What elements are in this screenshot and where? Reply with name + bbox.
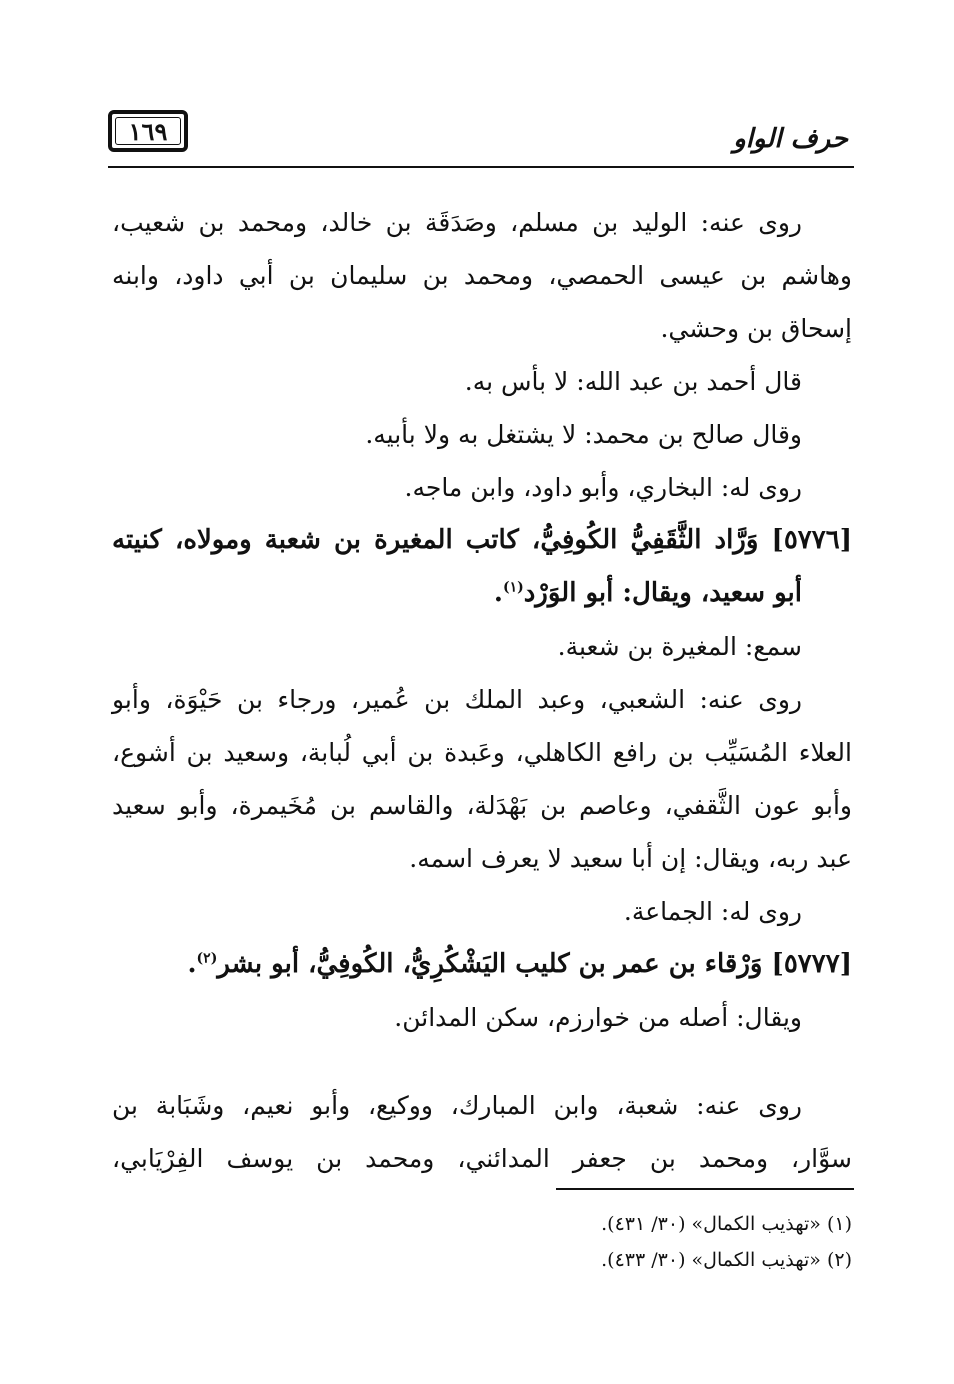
footnote-rule bbox=[556, 1188, 854, 1190]
text-line: قال أحمد بن عبد الله: لا بأس به. bbox=[464, 367, 802, 396]
text-line: العلاء المُسَيِّب بن رافع الكاهلي، وعَبدة بن أبي لُبابة، وسعيد بن أشوع، bbox=[112, 738, 852, 767]
text-line: وأبو عون الثَّقفي، وعاصم بن بَهْدَلة، والقاسم بن مُخَيمرة، وأبو سعيد bbox=[112, 791, 852, 820]
entry-heading-5777 bbox=[112, 938, 852, 991]
footnote: (١) «تهذيب الكمال» (٣٠/ ٤٣١). bbox=[601, 1213, 852, 1235]
entry-heading-text: [٥٧٧٧] وَرْقاء بن عمر بن كليب اليَشْكُرِيُّ، الكُوفِيُّ، أبو بشر bbox=[217, 949, 852, 979]
page-number-frame bbox=[115, 117, 181, 145]
footnote-marker: (١) bbox=[502, 579, 524, 596]
page-number: ١٦٩ bbox=[128, 116, 168, 146]
text-line: عبد ربه، ويقال: إن أبا سعيد لا يعرف اسمه. bbox=[409, 844, 852, 873]
text-line: سوَّار، ومحمد بن جعفر المدائني، ومحمد بن يوسف الفِرْيَابي، bbox=[112, 1144, 852, 1173]
entry-heading-text: أبو سعيد، ويقال: أبو الوَرْد bbox=[523, 578, 802, 608]
text-line: وقال صالح بن محمد: لا يشتغل به ولا بأبيه. bbox=[365, 420, 802, 449]
page-number-box bbox=[108, 110, 188, 152]
footnote: (٢) «تهذيب الكمال» (٣٠/ ٤٣٣). bbox=[601, 1249, 852, 1271]
running-title: حرف الواو bbox=[733, 124, 848, 154]
text-line: ويقال: أصله من خوارزم، سكن المدائن. bbox=[394, 1003, 802, 1032]
text-line: روى عنه: الوليد بن مسلم، وصَدَقَة بن خالد، ومحمد بن شعيب، bbox=[112, 208, 802, 237]
paragraph-gap bbox=[112, 1044, 852, 1079]
footnote-marker: (٢) bbox=[196, 950, 218, 967]
text-line: إسحاق بن وحشي. bbox=[660, 314, 852, 343]
text-line: روى عنه: شعبة، وابن المبارك، ووكيع، وأبو نعيم، وشَبَابة بن bbox=[112, 1091, 802, 1120]
text-line: روى له: البخاري، وأبو داود، وابن ماجه. bbox=[404, 473, 802, 502]
text-line: وهاشم بن عيسى الحمصي، ومحمد بن سليمان بن أبي داود، وابنه bbox=[112, 261, 852, 290]
entry-heading-end: . bbox=[187, 949, 197, 979]
entry-heading-5776: [٥٧٧٦] وَرَّاد الثَّقَفِيُّ الكُوفِيُّ، كاتب المغيرة بن شعبة ومولاه، كنيته bbox=[112, 525, 852, 555]
page-header bbox=[108, 100, 854, 170]
text-line: سمع: المغيرة بن شعبة. bbox=[557, 632, 802, 661]
text-line: روى عنه: الشعبي، وعبد الملك بن عُمير، ورجاء بن حَيْوَة، وأبو bbox=[112, 685, 802, 714]
footnotes bbox=[112, 1206, 852, 1278]
main-text bbox=[112, 196, 852, 1185]
entry-heading-end: . bbox=[493, 578, 503, 608]
text-line: روى له: الجماعة. bbox=[623, 897, 802, 926]
header-rule bbox=[108, 166, 854, 168]
entry-heading-5776-cont bbox=[112, 567, 852, 620]
